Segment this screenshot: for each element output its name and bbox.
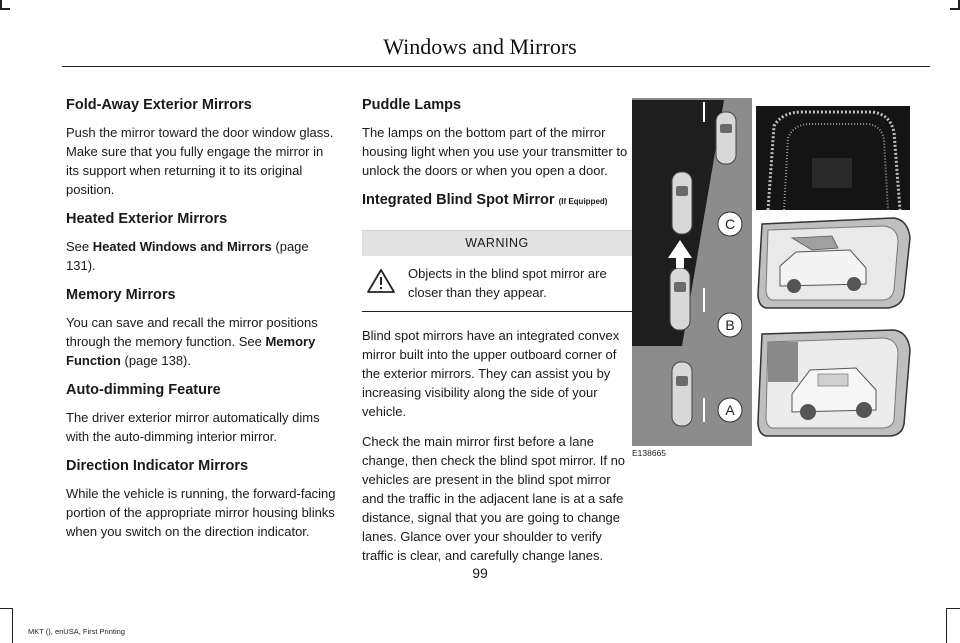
cross-reference-link[interactable]: Memory Function — [66, 334, 316, 368]
label-a: A — [725, 402, 735, 418]
crop-mark — [0, 608, 12, 609]
if-equipped-note: (If Equipped) — [558, 197, 608, 206]
page-title: Windows and Mirrors — [383, 34, 577, 59]
crop-mark — [946, 608, 960, 609]
cross-reference-link[interactable]: Heated Windows and Mirrors — [92, 239, 272, 254]
blind-spot-paragraph-1: Blind spot mirrors have an integrated convex mirror built into the upper outboard corner of the exterior mirrors. They can assist you by increasing visibility along the side of your vehicle. — [362, 328, 620, 419]
label-c: C — [724, 216, 736, 232]
section-heading-memory: Memory Mirrors — [66, 287, 176, 303]
warning-label: WARNING — [362, 230, 632, 256]
section-heading-fold-away: Fold-Away Exterior Mirrors — [66, 97, 252, 113]
blind-spot-illustration — [632, 98, 912, 458]
left-column — [66, 96, 338, 552]
section-text-auto-dimming: The driver exterior mirror automatically dims with the auto-dimming interior mirror. — [66, 410, 320, 444]
section-text-direction-indicator: While the vehicle is running, the forward-facing portion of the appropriate mirror housing blinks when you switch on the direction indicator. — [66, 486, 336, 539]
print-info: MKT (), enUSA, First Printing — [28, 627, 125, 636]
section-text-fold-away: Push the mirror toward the door window glass. Make sure that you fully engage the mirror in its support when returning it to its original position. — [66, 125, 334, 197]
warning-text: Objects in the blind spot mirror are closer than they appear. — [408, 266, 607, 300]
crop-mark — [12, 608, 13, 643]
warning-box — [362, 230, 632, 312]
section-text-heated: See Heated Windows and Mirrors (page 131). — [66, 239, 309, 273]
section-heading-puddle-lamps: Puddle Lamps — [362, 97, 462, 113]
page-number: 99 — [472, 565, 488, 581]
section-text-puddle-lamps: The lamps on the bottom part of the mirror housing light when you use your transmitter to unlock the doors or when you open a door. — [362, 125, 628, 178]
warning-triangle-icon — [366, 268, 396, 294]
label-b: B — [725, 317, 735, 333]
section-heading-direction-indicator: Direction Indicator Mirrors — [66, 458, 249, 474]
crop-mark — [946, 608, 947, 643]
middle-column — [362, 96, 632, 576]
header-rule — [62, 66, 930, 67]
section-text-memory: You can save and recall the mirror positions through the memory function. See Memory Function (page 138). — [66, 315, 318, 368]
section-heading-auto-dimming: Auto-dimming Feature — [66, 382, 221, 398]
crop-mark — [950, 8, 960, 10]
section-heading-heated: Heated Exterior Mirrors — [66, 211, 228, 227]
section-heading-blind-spot: Integrated Blind Spot Mirror (If Equipped) — [362, 192, 608, 208]
blind-spot-paragraph-2: Check the main mirror first before a lane change, then check the blind spot mirror. If no vehicles are present in the blind spot mirror and the traffic in the adjacent lane is at a safe distance, signal that you are going to change lanes. Glance over your shoulder to verify traffic is clear, and carefully change lanes. — [362, 434, 626, 563]
crop-mark — [0, 8, 10, 10]
figure-id: E138665 — [632, 448, 667, 458]
